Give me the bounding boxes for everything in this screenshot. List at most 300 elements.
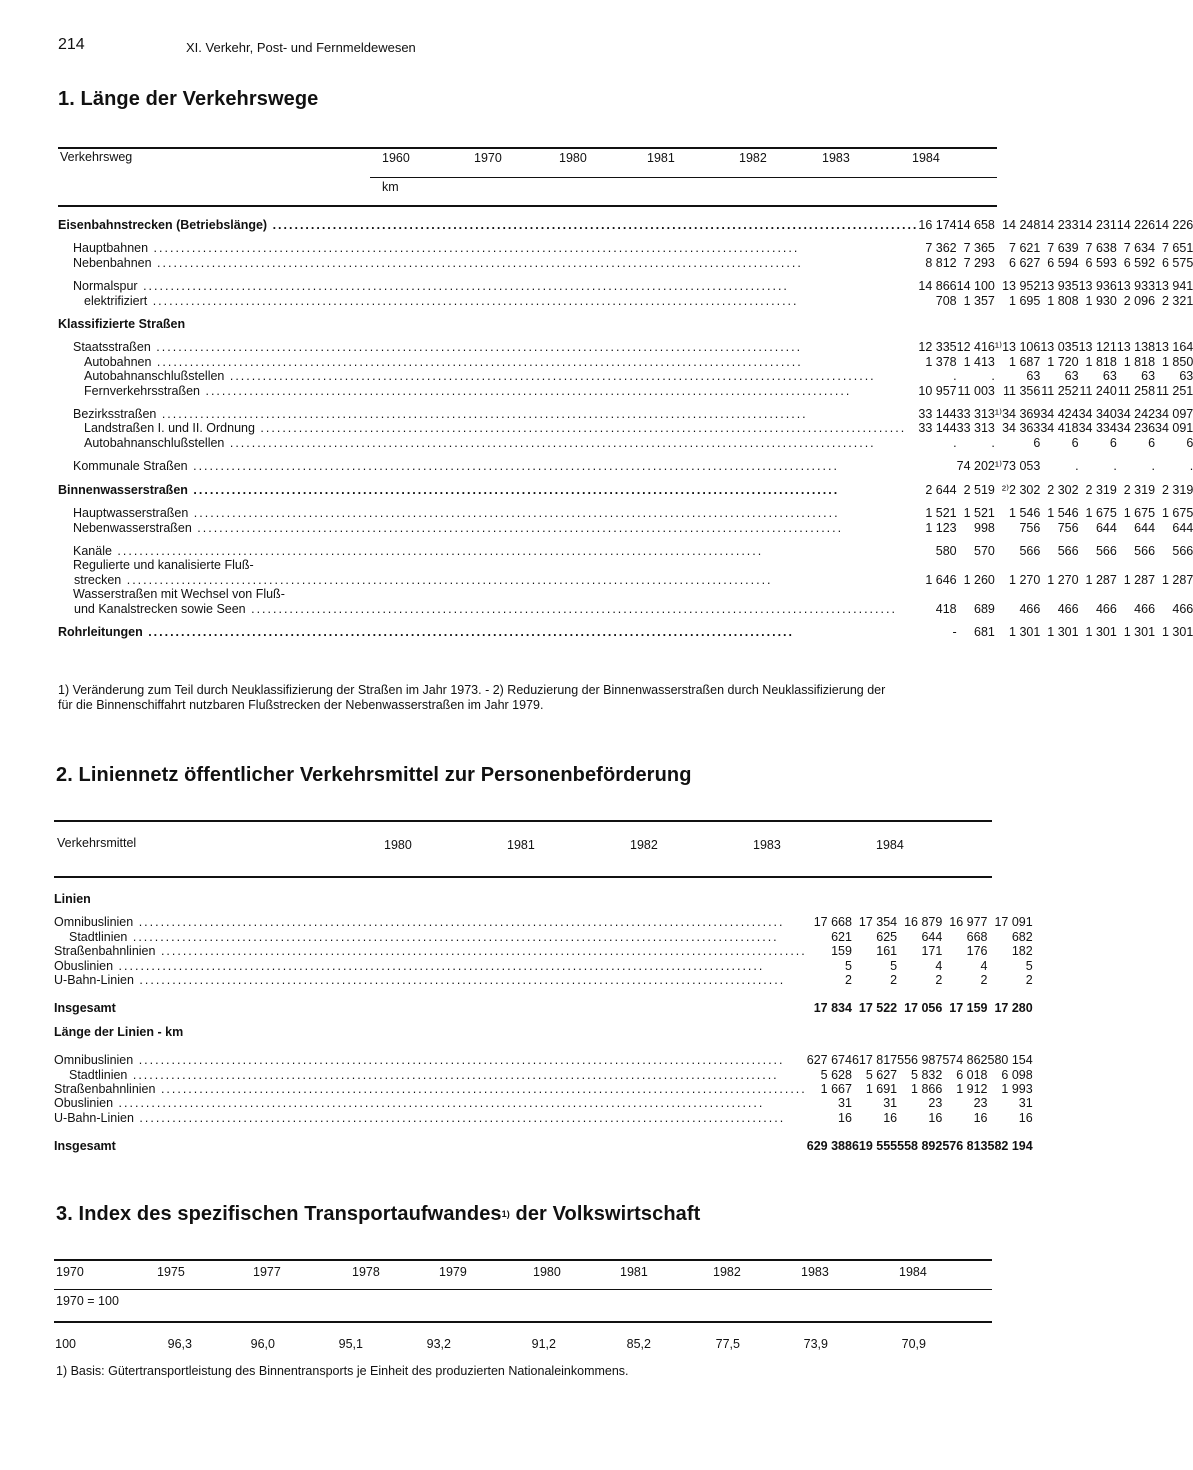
table-cell: 466 [1019,601,1041,616]
table-cell: 2 302 [1047,482,1079,497]
table2-top-rule [54,820,992,822]
table3-value: 73,9 [803,1337,828,1351]
row-label: Rohrleitungen [58,624,143,639]
table-cell: 34 418 [1040,421,1079,436]
table-cell: 6 [1148,435,1156,450]
table-cell: 6 592 [1123,255,1156,270]
row-label: strecken [74,572,122,587]
table-cell: 6 [1071,435,1079,450]
table-cell: 644 [1172,520,1193,535]
table-cell: 7 638 [1085,241,1117,256]
table-cell: 8 812 [925,255,957,270]
table-cell: 7 365 [963,241,995,256]
leader-dots [151,355,802,369]
table-cell: 1 301 [1047,624,1079,639]
table-cell: 1 301 [1161,624,1193,639]
leader-dots [255,421,906,435]
table-cell [852,1025,897,1039]
leader-dots [134,973,785,987]
table-cell: 1 695 [1009,293,1041,308]
leader-dots [148,241,799,255]
table-cell: 63 [1064,369,1079,384]
row-label: Wasserstraßen mit Wechsel von Fluß- [73,587,285,602]
table-cell: 2 319 [1161,482,1193,497]
leader-dots [113,959,764,973]
leader-dots [152,256,803,270]
table-cell: 11 240 [1079,383,1117,398]
table-cell: 16 [883,1110,898,1125]
leader-dots [133,915,784,929]
table-row [58,544,1193,558]
table-row [54,1053,1033,1067]
table-row [58,256,1193,270]
table-cell: 11 003 [957,383,995,398]
table1-year-header: 1970 [474,151,502,165]
leader-dots [127,930,778,944]
table2-year-header: 1981 [507,838,535,852]
table-cell [995,558,1040,572]
row-label: Binnenwasserstraßen [58,482,188,497]
row-label: Linien [54,892,91,906]
leader-dots [155,1082,806,1096]
table-cell: 34 363 [1002,421,1041,436]
table-cell: 74 202 [956,459,995,474]
table-row [58,340,1193,354]
row-label: Eisenbahnstrecken (Betriebslänge) [58,218,268,232]
table-cell: 33 313 [956,407,995,422]
table1-year-header: 1982 [739,151,767,165]
row-label: Stadtlinien [69,929,128,944]
table-cell: 23 [928,1096,943,1111]
table-cell: 63 [1102,369,1117,384]
table3-bottom-rule [54,1321,992,1323]
table1-footnote-2: für die Binnenschiffahrt nutzbaren Flußstrecken der Nebenwasserstraßen im Jahr 1979. [58,698,544,712]
table-cell: 756 [1057,520,1079,535]
row-label: U-Bahn-Linien [54,1110,134,1125]
table-row [58,218,1193,232]
table-cell: 6 018 [956,1067,988,1082]
table-cell: 689 [974,601,995,616]
table-cell: 63 [1179,369,1193,384]
table-cell: 171 [921,944,943,959]
table-row [54,1082,1033,1096]
table-cell: 466 [1134,601,1156,616]
table-cell: 13 138 [1116,340,1156,355]
table-cell [897,892,942,906]
row-label: Normalspur [73,279,138,294]
table-cell: 2 [935,973,943,988]
table3-value: 93,2 [426,1337,451,1351]
table-row [54,1096,1033,1110]
table-row [58,573,1193,587]
table-row [58,436,1193,450]
table-cell: 1 270 [1047,572,1079,587]
table2-col-label: Verkehrsmittel [57,836,137,850]
table-cell [988,892,1033,906]
table-cell: 7 639 [1047,241,1079,256]
table-cell: 17 354 [858,915,898,930]
table-cell [918,587,956,601]
table-cell [1155,587,1193,601]
row-label: Straßenbahnlinien [54,1082,156,1097]
table-cell: 576 813 [942,1139,988,1154]
table-cell: 617 817 [851,1053,898,1068]
table-cell: 6 [1033,435,1041,450]
table-cell [1117,558,1155,572]
table-cell: 17 834 [813,1001,852,1016]
table-cell: 2 [844,973,852,988]
leader-dots [151,340,802,354]
table-row [58,459,1193,473]
table-cell: 12 335 [918,340,957,355]
table-cell: 14 226 [1155,218,1193,232]
table-cell: 1 646 [925,572,957,587]
table-cell [852,892,897,906]
table3-year-header: 1983 [801,1265,829,1279]
table-cell: 580 154 [987,1053,1033,1068]
table-cell: 1 866 [911,1082,943,1097]
table-cell: 2 319 [1123,482,1156,497]
table-cell: 2 319 [1085,482,1117,497]
table-cell: 13 935 [1040,279,1079,294]
table-cell [988,1025,1033,1039]
table2-body [54,892,1033,1154]
leader-dots [267,218,918,232]
table-cell: 16 [973,1110,988,1125]
table-cell: 644 [1134,520,1156,535]
table-cell: 13 035 [1040,340,1079,355]
leader-dots [147,294,798,308]
table-cell: 14 658 [956,218,995,232]
table-row [54,973,1033,987]
row-label: Fernverkehrsstraßen [84,383,201,398]
table-cell: 176 [966,944,988,959]
leader-dots [121,573,772,587]
table-cell: 7 634 [1123,241,1156,256]
table-cell: . [953,369,957,384]
table1-col-label: Verkehrsweg [60,150,133,164]
table-cell: 1 691 [865,1082,898,1097]
table-row [54,930,1033,944]
table-row [58,369,1193,383]
table-cell [918,317,956,331]
table-cell [1040,317,1078,331]
table-cell: 1 287 [1085,572,1117,587]
table3-value: 77,5 [715,1337,740,1351]
table-row [58,602,1193,616]
table-cell: 17 056 [904,1001,943,1016]
table-cell: 16 [928,1110,943,1125]
table-cell: 10 957 [918,383,957,398]
table-cell: 1 413 [963,354,995,369]
table-cell: 13 933 [1116,279,1156,294]
table-cell: 161 [876,944,898,959]
total-row [54,1139,1033,1153]
row-label: Länge der Linien - km [54,1024,184,1039]
table-cell: 6 098 [1001,1067,1033,1082]
table3-mid-rule [54,1289,992,1290]
table-cell: ²⁾2 302 [1001,482,1041,497]
table-cell: 17 159 [949,1001,988,1016]
table-cell: 13 121 [1078,340,1117,355]
table-row [58,521,1193,535]
table-cell: 556 987 [897,1053,943,1068]
table-cell: 629 388 [806,1139,852,1154]
table3-year-header: 1975 [157,1265,185,1279]
table-cell [957,317,995,331]
row-label: Autobahnanschlußstellen [84,369,225,384]
table-cell: 17 280 [994,1001,1033,1016]
table-cell: 13 164 [1155,340,1193,355]
table-cell: 418 [935,601,957,616]
row-label: Staatsstraßen [73,340,151,355]
table-cell: 1 546 [1047,506,1079,521]
table-cell [942,892,987,906]
table3-year-header: 1984 [899,1265,927,1279]
table-cell: 11 356 [1003,383,1041,398]
table3-year-header: 1982 [713,1265,741,1279]
table-cell: 466 [1095,601,1117,616]
row-label: Landstraßen I. und II. Ordnung [84,421,255,436]
table3-title: 3. Index des spezifischen Transportaufwandes1) der Volkswirtschaft [56,1203,701,1225]
table-row [58,355,1193,369]
table-cell: 6 [1109,435,1117,450]
table-row [58,421,1193,435]
table-cell: 16 977 [949,915,988,930]
table-cell [1040,558,1078,572]
table3-top-rule [54,1259,992,1261]
table3-value: 85,2 [626,1337,651,1351]
row-label: U-Bahn-Linien [54,973,134,988]
table-cell [995,317,1040,331]
table-cell: 4 [935,958,943,973]
table-cell: 1 123 [925,520,957,535]
table-cell: 17 668 [813,915,852,930]
table-cell: - [952,624,957,639]
table-row [58,294,1193,308]
table-cell [918,459,956,473]
table-cell [897,1025,942,1039]
table3-value: 96,0 [250,1337,275,1351]
table-cell: 7 362 [925,241,957,256]
row-label: Bezirksstraßen [73,407,157,422]
table-row [58,384,1193,398]
table-row [54,944,1033,958]
row-label: Kanäle [73,543,112,558]
table-cell [807,1025,852,1039]
table-cell: 621 [831,929,852,944]
table-row [54,915,1033,929]
table3-value: 95,1 [338,1337,363,1351]
table2-year-header: 1980 [384,838,412,852]
table3-value: 70,9 [901,1337,926,1351]
leader-dots [156,407,807,421]
leader-dots [138,279,789,293]
table-cell [995,587,1040,601]
table-cell: 682 [1011,929,1033,944]
table2-year-header: 1982 [630,838,658,852]
leader-dots [188,459,839,473]
table-cell: 63 [1026,369,1041,384]
table-cell: . [991,435,995,450]
table-cell: 12 416 [956,340,995,355]
table-cell: 4 [980,958,988,973]
table-cell: 574 862 [942,1053,988,1068]
table-cell: ¹⁾34 369 [994,407,1041,422]
row-label: elektrifiziert [84,293,148,308]
table-cell: 644 [921,929,943,944]
table-cell: 6 627 [1009,255,1041,270]
table-cell: . [1189,459,1193,474]
table-row [58,506,1193,520]
table-cell: 34 091 [1155,421,1193,436]
table-cell: 2 [1025,973,1033,988]
leader-dots [246,602,897,616]
table-cell [957,558,995,572]
table3-year-header: 1981 [620,1265,648,1279]
table-cell: 17 091 [994,915,1033,930]
table-cell: 34 236 [1116,421,1156,436]
table-cell [957,587,995,601]
table-cell: 1 720 [1047,354,1079,369]
leader-dots [133,1053,784,1067]
leader-dots [143,625,794,639]
table-cell: 14 248 [1002,218,1041,232]
table-cell: 1 546 [1009,506,1041,521]
row-label: Obuslinien [54,958,114,973]
section-header [54,1025,1033,1039]
table1-title: 1. Länge der Verkehrswege [58,88,319,110]
table-cell: 756 [1019,520,1041,535]
table-cell: 1 912 [956,1082,988,1097]
table-cell: 5 [844,958,852,973]
table-cell: 11 251 [1155,383,1193,398]
table-cell: 63 [1141,369,1156,384]
table-row [58,558,1193,572]
table-row [58,317,1193,331]
table-cell: 5 [1025,958,1033,973]
table3-value: 100 [55,1337,76,1351]
table-cell: 1 930 [1085,293,1117,308]
table-cell: 1 301 [1085,624,1117,639]
table-cell: 566 [1134,543,1156,558]
table-cell: 159 [831,944,852,959]
table-cell: 14 231 [1078,218,1117,232]
table1-body [58,218,1193,639]
table-cell: 5 628 [820,1067,852,1082]
table-cell: 566 [1057,543,1079,558]
table-cell: 1 667 [820,1082,852,1097]
row-label: Insgesamt [54,1001,116,1016]
table-cell: 466 [1172,601,1193,616]
table-cell: . [1113,459,1117,474]
table1-header-bottom-rule [58,205,997,207]
table-cell: 14 226 [1116,218,1156,232]
table3-year-header: 1980 [533,1265,561,1279]
table-cell: 2 [890,973,898,988]
table-cell: 1 521 [963,506,995,521]
table-cell: . [991,369,995,384]
table3-value: 96,3 [167,1337,192,1351]
table-cell: 1 818 [1123,354,1156,369]
leader-dots [192,521,843,535]
table1-year-header: 1960 [382,151,410,165]
table2-year-header: 1984 [876,838,904,852]
table-cell: 2 644 [925,482,957,497]
table-cell: 570 [974,543,995,558]
row-label: Nebenwasserstraßen [73,520,192,535]
table-cell: 33 144 [918,407,957,422]
row-label: Straßenbahnlinien [54,944,156,959]
section-header [54,892,1033,906]
table-cell: 13 936 [1078,279,1117,294]
table-cell: 1 993 [1001,1082,1033,1097]
table1-footnote-1: 1) Veränderung zum Teil durch Neuklassifizierung der Straßen im Jahr 1973. - 2) Reduzierung der Binnenwasserstraßen durch Neuklassifizierung der [58,683,886,697]
leader-dots [127,1068,778,1082]
row-label: Klassifizierte Straßen [58,317,186,332]
table2-header-bottom-rule [54,876,992,878]
row-label: Kommunale Straßen [73,459,188,474]
table1-unit-rule [370,177,997,178]
table-cell: 33 144 [918,421,957,436]
table3-year-header: 1978 [352,1265,380,1279]
table-cell [1079,558,1117,572]
table-cell: 2 [980,973,988,988]
table-row [58,483,1193,497]
table-row [54,1068,1033,1082]
table-cell: 998 [974,520,995,535]
row-label: Omnibuslinien [54,915,134,930]
table-cell [1079,317,1117,331]
table2-title: 2. Liniennetz öffentlicher Verkehrsmittel zur Personenbeförderung [56,764,692,786]
table-cell: 16 [838,1110,852,1125]
table-row [58,587,1193,601]
table-cell: 466 [1057,601,1079,616]
table-cell [1155,558,1193,572]
table-cell: 16 174 [918,218,957,232]
row-label: Hauptwasserstraßen [73,506,189,521]
table2-year-header: 1983 [753,838,781,852]
row-label: Regulierte und kanalisierte Fluß- [73,558,254,573]
table-cell: 580 [935,543,957,558]
table-cell: 5 832 [911,1067,943,1082]
table-cell: 34 340 [1078,407,1117,422]
total-row [54,1001,1033,1015]
row-label: Hauptbahnen [73,241,149,256]
table-cell: 34 424 [1040,407,1079,422]
row-label: und Kanalstrecken sowie Seen [74,601,246,616]
table-cell: 14 866 [918,279,957,294]
leader-dots [188,483,839,497]
table-cell: 14 233 [1040,218,1079,232]
table-cell: 2 519 [963,482,995,497]
table-cell: 13 952 [1002,279,1041,294]
table-cell: 6 593 [1085,255,1117,270]
row-label: Insgesamt [54,1139,116,1154]
table-cell: 6 [1186,435,1193,450]
table-cell: 14 100 [956,279,995,294]
table-cell [1155,317,1193,331]
table-cell: 1 357 [963,293,995,308]
table3-value: 91,2 [531,1337,556,1351]
leader-dots [224,369,875,383]
table-cell: 681 [974,624,995,639]
row-label: Nebenbahnen [73,255,152,270]
table-cell: 7 651 [1161,241,1193,256]
row-label: Omnibuslinien [54,1053,134,1068]
table-cell: . [1151,459,1156,474]
table1-year-header: 1980 [559,151,587,165]
